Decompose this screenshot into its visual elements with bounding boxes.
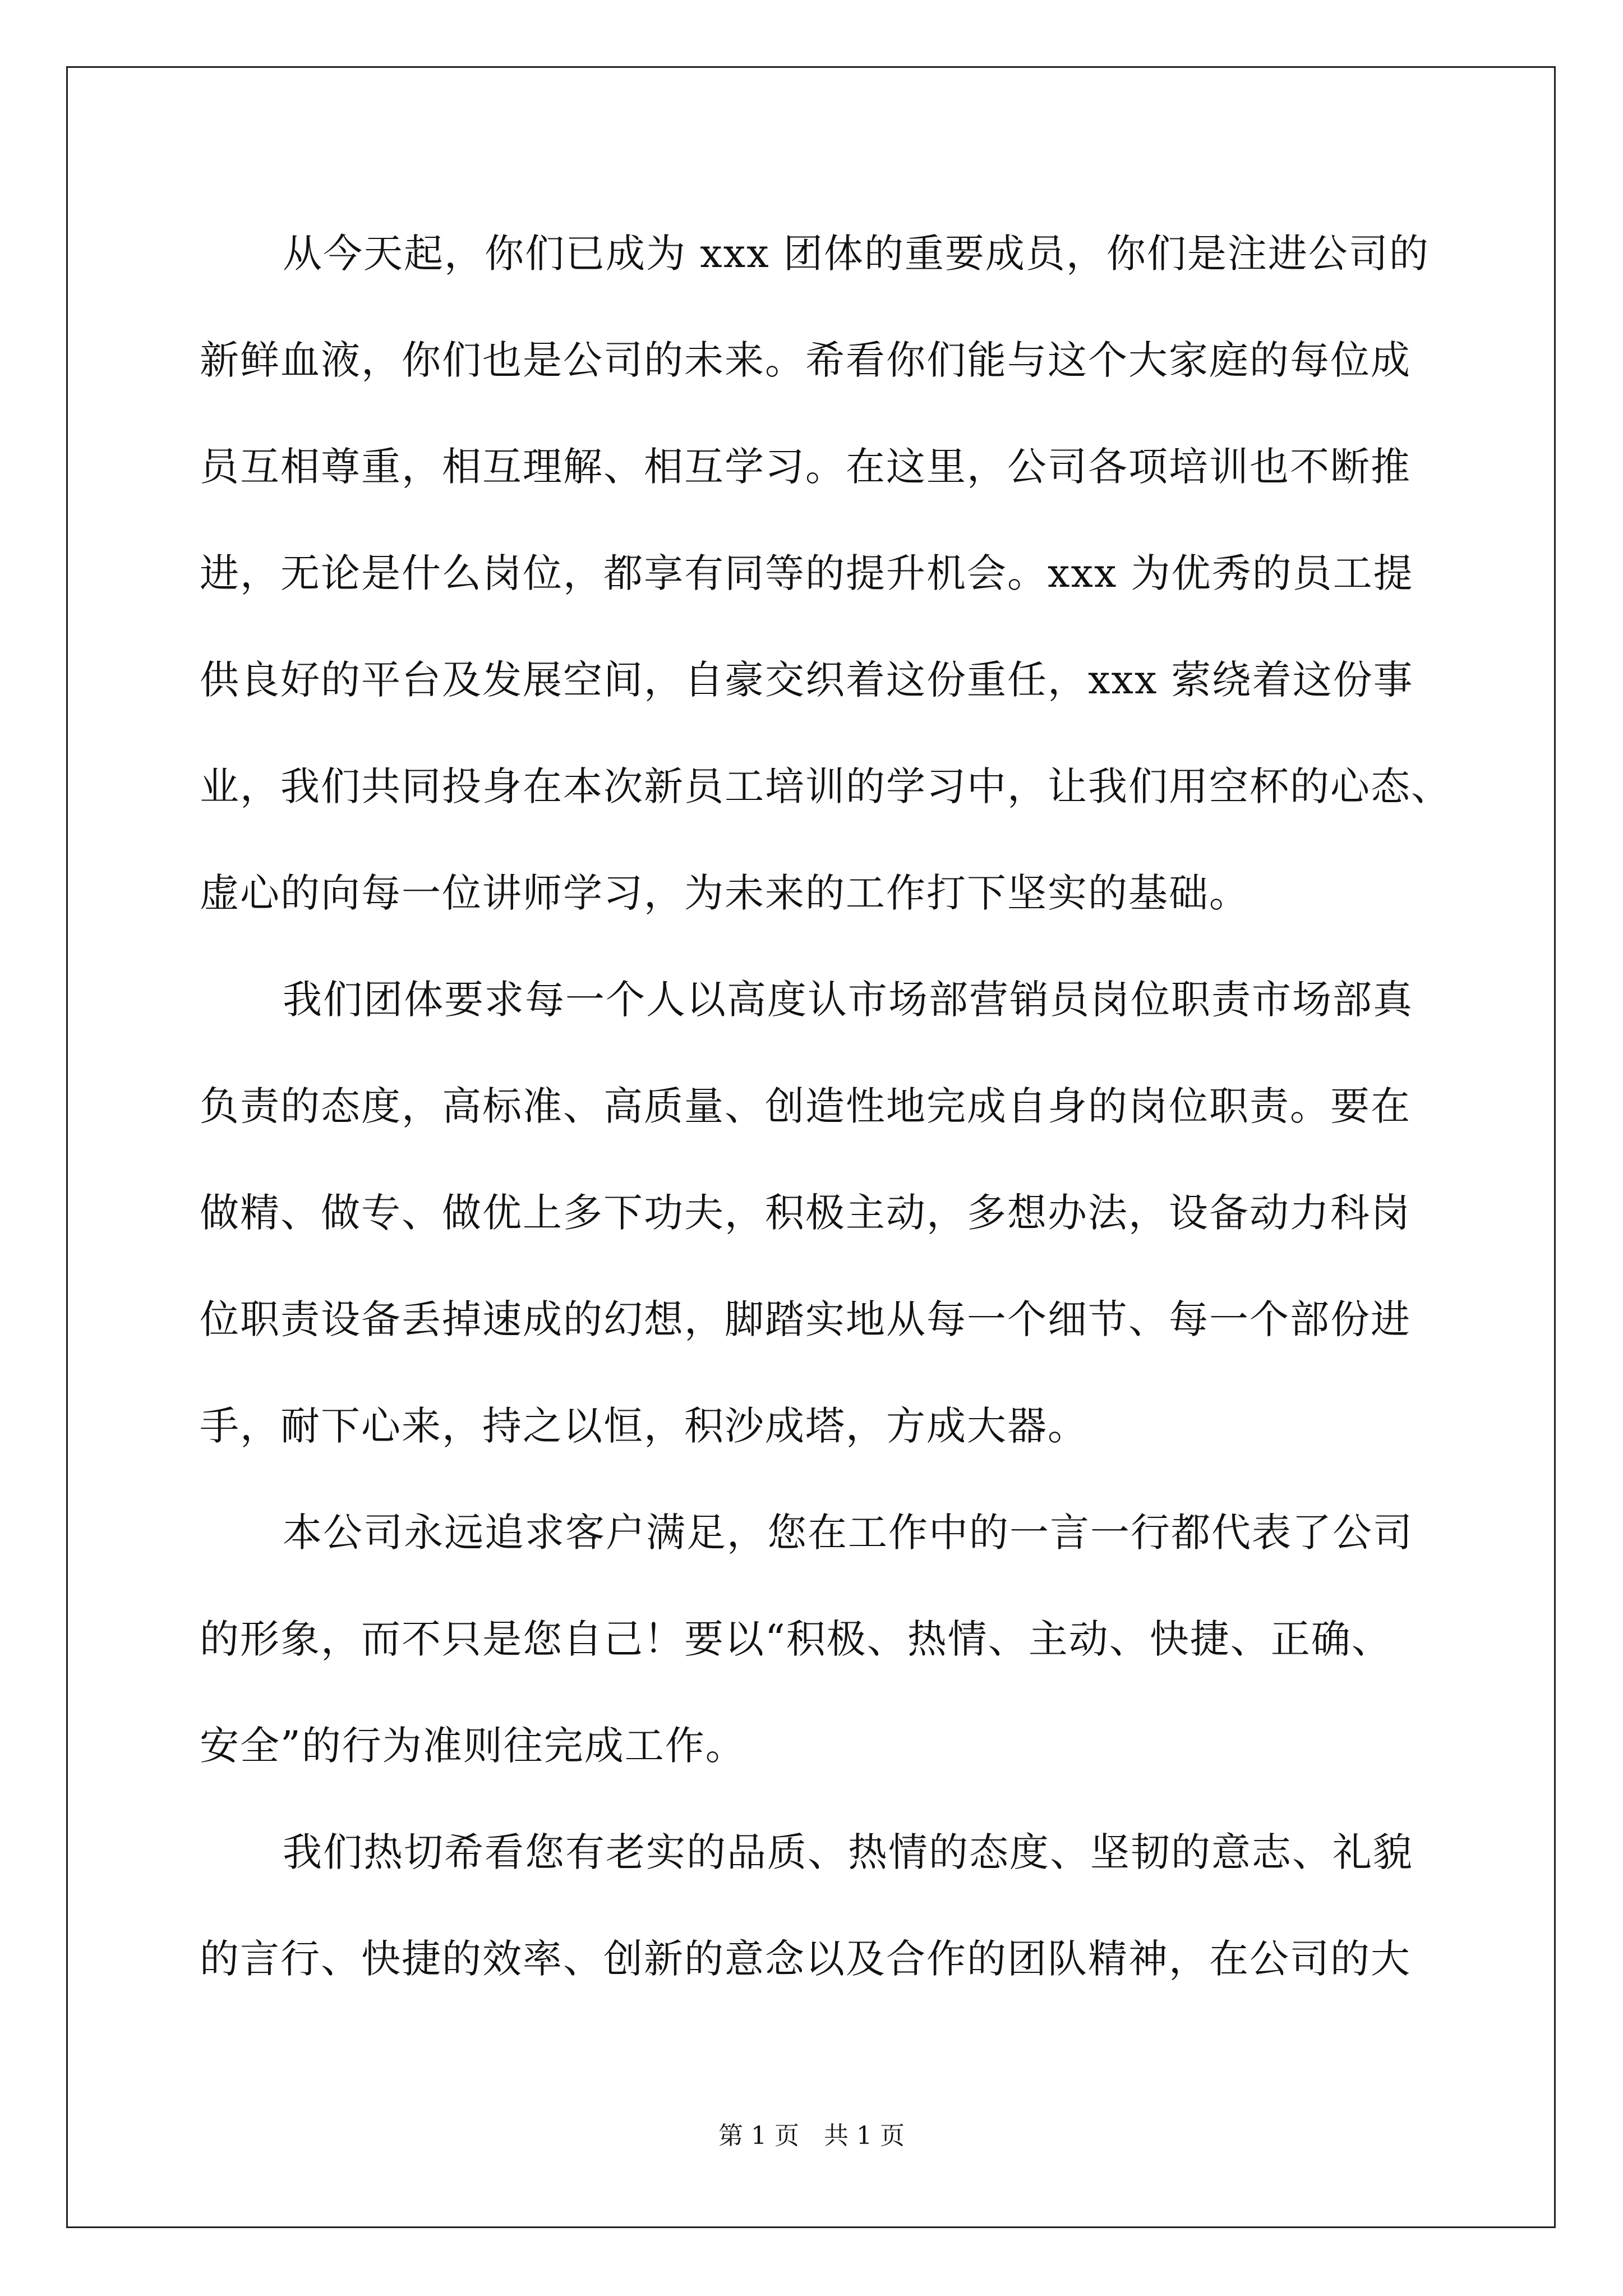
text-line: 虚心的向每一位讲师学习，为未来的工作打下坚实的基础。	[200, 870, 1249, 916]
paragraph-2	[200, 966, 1422, 1499]
paragraph-1	[200, 220, 1451, 966]
text-line: 从今天起，你们已成为 xxx 团体的重要成员，你们是注进公司的	[283, 231, 1430, 277]
page-footer: 第 1 页 共 1 页	[718, 2122, 905, 2150]
text-line: 我们团体要求每一个人以高度认市场部营销员岗位职责市场部真	[283, 977, 1413, 1023]
document-body	[200, 220, 1451, 2032]
text-line: 供良好的平台及发展空间，自豪交织着这份重任，xxx 萦绕着这份事	[200, 657, 1414, 703]
text-line: 新鲜血液，你们也是公司的未来。希看你们能与这个大家庭的每位成	[200, 337, 1411, 383]
text-line: 安全”的行为准则往完成工作。	[200, 1723, 746, 1769]
text-line: 业，我们共同投身在本次新员工培训的学习中，让我们用空杯的心态、	[200, 763, 1451, 809]
text-line: 本公司永远追求客户满足，您在工作中的一言一行都代表了公司	[283, 1510, 1413, 1556]
text-line: 位职责设备丢掉速成的幻想，脚踏实地从每一个细节、每一个部份进	[200, 1296, 1411, 1342]
text-line: 手，耐下心来，持之以恒，积沙成塔，方成大器。	[200, 1403, 1088, 1449]
text-line: 进，无论是什么岗位，都享有同等的提升机会。xxx 为优秀的员工提	[200, 550, 1414, 596]
paragraph-4	[200, 1819, 1422, 2032]
text-line: 员互相尊重，相互理解、相互学习。在这里，公司各项培训也不断推	[200, 444, 1411, 490]
paragraph-3	[200, 1499, 1422, 1819]
text-line: 的言行、快捷的效率、创新的意念以及合作的团队精神，在公司的大	[200, 1936, 1411, 1982]
text-line: 做精、做专、做优上多下功夫，积极主动，多想办法，设备动力科岗	[200, 1190, 1411, 1236]
text-line: 的形象，而不只是您自己！要以“积极、热情、主动、快捷、正确、	[200, 1616, 1392, 1662]
text-line: 负责的态度，高标准、高质量、创造性地完成自身的岗位职责。要在	[200, 1083, 1411, 1129]
text-line: 我们热切希看您有老实的品质、热情的态度、坚韧的意志、礼貌	[283, 1829, 1413, 1875]
